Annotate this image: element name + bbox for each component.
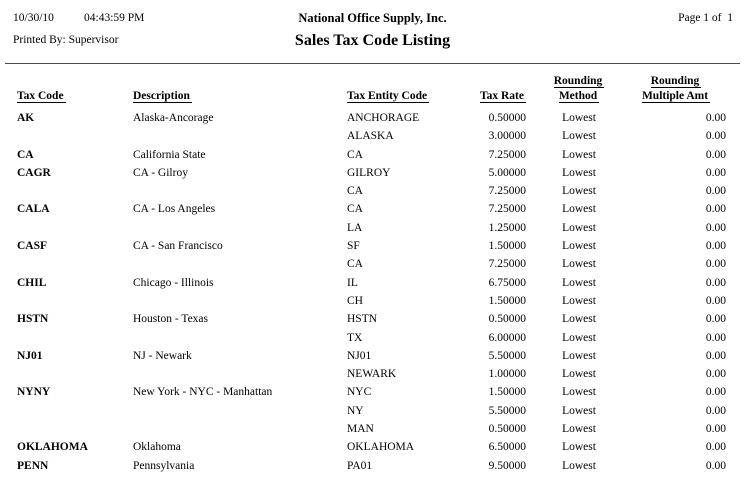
table-row	[13, 438, 726, 456]
table-row	[13, 274, 726, 292]
rounding-method-cell: Lowest	[562, 331, 596, 344]
table-row	[13, 164, 726, 182]
description-cell	[131, 420, 345, 438]
rounding-multiple-amt-cell: 0.00	[705, 349, 726, 362]
table-row	[13, 292, 726, 310]
rounding-multiple-amt-cell: 0.00	[705, 331, 726, 344]
tax-rate-cell: 3.00000	[488, 130, 526, 143]
rounding-method-cell: Lowest	[562, 221, 596, 234]
tax-entity-code-cell: NEWARK	[347, 368, 397, 381]
table-row	[13, 219, 726, 237]
description-cell	[131, 127, 345, 145]
tax-rate-cell: 0.50000	[488, 112, 526, 124]
tax-entity-code-cell: GILROY	[347, 166, 391, 179]
rounding-multiple-amt-cell: 0.00	[705, 112, 726, 124]
tax-rate-cell: 7.25000	[488, 148, 526, 161]
rounding-method-cell: Lowest	[562, 148, 596, 161]
table-row	[13, 383, 726, 401]
tax-rate-cell: 7.25000	[488, 185, 526, 198]
tax-rate-cell: 1.25000	[488, 221, 526, 234]
tax-entity-code-cell: CH	[347, 294, 363, 307]
tax-entity-code-cell: MAN	[347, 423, 374, 436]
description-cell: New York - NYC - Manhattan	[133, 386, 273, 399]
printed-by: Printed By: Supervisor	[13, 34, 119, 46]
rounding-method-cell: Lowest	[562, 349, 596, 362]
rounding-multiple-amt-cell: 0.00	[705, 148, 726, 161]
rounding-multiple-amt-cell: 0.00	[705, 441, 726, 454]
tax-code-cell: CASF	[17, 240, 48, 253]
rounding-multiple-amt-cell: 0.00	[705, 130, 726, 143]
description-cell: CA - Gilroy	[133, 166, 188, 179]
tax-rate-cell: 7.25000	[488, 258, 526, 271]
tax-entity-code-cell: PA01	[347, 459, 373, 472]
tax-rate-cell: 1.50000	[488, 294, 526, 307]
tax-code-cell	[13, 329, 131, 347]
company-name: National Office Supply, Inc.	[298, 11, 447, 25]
description-cell	[131, 365, 345, 383]
rounding-multiple-amt-cell: 0.00	[705, 423, 726, 436]
tax-rate-cell: 0.50000	[488, 423, 526, 436]
tax-entity-code-cell: HSTN	[347, 313, 378, 326]
rounding-multiple-amt-cell: 0.00	[705, 166, 726, 179]
table-row	[13, 237, 726, 255]
column-header-tax-entity-code: Tax Entity Code	[347, 90, 428, 102]
sales-tax-code-table	[13, 64, 726, 475]
rounding-multiple-amt-cell: 0.00	[705, 185, 726, 198]
tax-code-cell: NYNY	[17, 386, 51, 399]
rounding-method-cell: Lowest	[562, 423, 596, 436]
table-row	[13, 457, 726, 475]
tax-rate-cell: 6.00000	[488, 331, 526, 344]
rounding-multiple-amt-cell: 0.00	[705, 276, 726, 289]
print-time: 04:43:59 PM	[84, 12, 145, 24]
tax-code-cell	[13, 420, 131, 438]
rounding-multiple-amt-cell: 0.00	[705, 258, 726, 271]
table-row	[13, 109, 726, 127]
rounding-method-cell: Lowest	[562, 185, 596, 198]
tax-code-cell	[13, 219, 131, 237]
description-cell	[131, 182, 345, 200]
rounding-method-cell: Lowest	[562, 459, 596, 472]
rounding-multiple-amt-cell: 0.00	[705, 203, 726, 216]
description-cell: NJ - Newark	[133, 349, 192, 362]
description-cell: California State	[133, 148, 206, 161]
table-row	[13, 365, 726, 383]
description-cell: Oklahoma	[133, 441, 181, 454]
tax-entity-code-cell: ANCHORAGE	[347, 112, 420, 124]
report-header	[0, 0, 745, 63]
table-row	[13, 255, 726, 273]
tax-code-cell	[13, 402, 131, 420]
tax-entity-code-cell: CA	[347, 148, 363, 161]
table-row	[13, 182, 726, 200]
tax-entity-code-cell: SF	[347, 240, 360, 253]
rounding-method-cell: Lowest	[562, 368, 596, 381]
tax-code-cell: PENN	[17, 459, 49, 472]
tax-rate-cell: 1.00000	[488, 368, 526, 381]
tax-code-cell	[13, 127, 131, 145]
rounding-method-cell: Lowest	[562, 166, 596, 179]
rounding-method-cell: Lowest	[562, 240, 596, 253]
print-date: 10/30/10	[13, 12, 54, 24]
table-row	[13, 310, 726, 328]
table-row	[13, 127, 726, 145]
rounding-method-cell: Lowest	[562, 112, 596, 124]
column-header-rounding-method: Rounding Method	[553, 75, 603, 102]
tax-entity-code-cell: TX	[347, 331, 363, 344]
tax-entity-code-cell: CA	[347, 203, 363, 216]
rounding-multiple-amt-cell: 0.00	[705, 221, 726, 234]
rounding-method-cell: Lowest	[562, 276, 596, 289]
description-cell	[131, 402, 345, 420]
rounding-multiple-amt-cell: 0.00	[705, 459, 726, 472]
tax-entity-code-cell: NYC	[347, 386, 372, 399]
description-cell	[131, 329, 345, 347]
tax-rate-cell: 6.75000	[488, 276, 526, 289]
tax-entity-code-cell: CA	[347, 185, 363, 198]
column-header-description: Description	[133, 90, 190, 102]
tax-code-cell	[13, 182, 131, 200]
rounding-method-cell: Lowest	[562, 258, 596, 271]
tax-code-cell	[13, 292, 131, 310]
description-cell: CA - Los Angeles	[133, 203, 216, 216]
tax-rate-cell: 5.00000	[488, 166, 526, 179]
tax-code-cell: CAGR	[17, 166, 51, 179]
tax-code-cell: NJ01	[17, 349, 43, 362]
rounding-method-cell: Lowest	[562, 404, 596, 417]
tax-rate-cell: 5.50000	[488, 349, 526, 362]
table-row	[13, 347, 726, 365]
tax-entity-code-cell: IL	[347, 276, 358, 289]
column-header-tax-rate: Tax Rate	[480, 90, 524, 102]
rounding-multiple-amt-cell: 0.00	[705, 294, 726, 307]
tax-rate-cell: 5.50000	[488, 404, 526, 417]
tax-entity-code-cell: LA	[347, 221, 363, 234]
table-row	[13, 146, 726, 164]
tax-entity-code-cell: ALASKA	[347, 130, 394, 143]
rounding-method-cell: Lowest	[562, 294, 596, 307]
tax-entity-code-cell: CA	[347, 258, 363, 271]
table-row	[13, 329, 726, 347]
tax-entity-code-cell: OKLAHOMA	[347, 441, 415, 454]
rounding-multiple-amt-cell: 0.00	[705, 404, 726, 417]
tax-code-cell	[13, 255, 131, 273]
tax-entity-code-cell: NJ01	[347, 349, 372, 362]
description-cell: Alaska-Ancorage	[133, 112, 214, 124]
table-row	[13, 420, 726, 438]
description-cell	[131, 219, 345, 237]
tax-rate-cell: 0.50000	[488, 313, 526, 326]
rounding-method-cell: Lowest	[562, 313, 596, 326]
rounding-multiple-amt-cell: 0.00	[705, 240, 726, 253]
description-cell	[131, 255, 345, 273]
tax-code-cell: OKLAHOMA	[17, 441, 88, 454]
description-cell: Chicago - Illinois	[133, 276, 214, 289]
table-row	[13, 402, 726, 420]
tax-code-cell	[13, 365, 131, 383]
tax-rate-cell: 1.50000	[488, 240, 526, 253]
tax-rate-cell: 7.25000	[488, 203, 526, 216]
tax-code-cell: HSTN	[17, 313, 49, 326]
tax-code-cell: CA	[17, 148, 34, 161]
rounding-method-cell: Lowest	[562, 386, 596, 399]
tax-code-cell: CHIL	[17, 276, 47, 289]
report-title: Sales Tax Code Listing	[294, 32, 451, 49]
tax-rate-cell: 1.50000	[488, 386, 526, 399]
table-row	[13, 200, 726, 218]
rounding-method-cell: Lowest	[562, 203, 596, 216]
tax-rate-cell: 6.50000	[488, 441, 526, 454]
tax-code-cell: CALA	[17, 203, 50, 216]
tax-code-cell: AK	[17, 112, 35, 124]
description-cell: CA - San Francisco	[133, 240, 223, 253]
column-header-tax-code: Tax Code	[17, 90, 64, 102]
rounding-multiple-amt-cell: 0.00	[705, 386, 726, 399]
description-cell: Pennsylvania	[133, 459, 195, 472]
rounding-method-cell: Lowest	[562, 441, 596, 454]
description-cell: Houston - Texas	[133, 313, 209, 326]
tax-rate-cell: 9.50000	[488, 459, 526, 472]
rounding-multiple-amt-cell: 0.00	[705, 313, 726, 326]
column-header-rounding-multiple-amt: Rounding Multiple Amt	[641, 75, 709, 102]
description-cell	[131, 292, 345, 310]
rounding-multiple-amt-cell: 0.00	[705, 368, 726, 381]
page-number: Page 1 of 1	[678, 12, 733, 24]
tax-entity-code-cell: NY	[347, 404, 364, 417]
table-body	[13, 109, 726, 475]
rounding-method-cell: Lowest	[562, 130, 596, 143]
table-header-row	[13, 64, 726, 109]
